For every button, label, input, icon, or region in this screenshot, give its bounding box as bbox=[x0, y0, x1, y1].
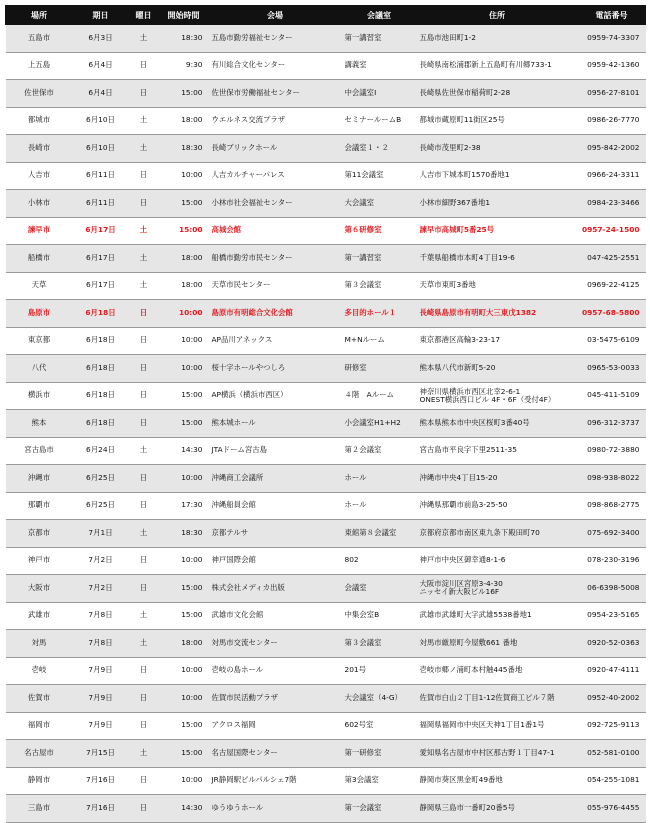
cell-date: 7月2日 bbox=[73, 575, 129, 603]
cell-address: 静岡市葵区黒金町49番地 bbox=[417, 767, 578, 795]
cell-date: 6月18日 bbox=[73, 355, 129, 383]
cell-venue: 小林市社会福祉センター bbox=[209, 190, 342, 218]
cell-date: 7月16日 bbox=[73, 795, 129, 823]
cell-venue: 島原市有明総合文化会館 bbox=[209, 300, 342, 328]
cell-venue: 天草市民センター bbox=[209, 272, 342, 300]
cell-room: ホール bbox=[342, 465, 417, 493]
cell-date: 6月17日 bbox=[73, 272, 129, 300]
cell-address: 都城市蔵原町11街区25号 bbox=[417, 107, 578, 135]
cell-date: 6月11日 bbox=[73, 162, 129, 190]
cell-dow: 日 bbox=[129, 410, 159, 438]
cell-time: 15:00 bbox=[159, 217, 209, 245]
cell-place: 佐世保市 bbox=[6, 80, 73, 108]
header-row bbox=[6, 6, 646, 25]
cell-venue: 桜十字ホールやつしろ bbox=[209, 355, 342, 383]
cell-place: 横浜市 bbox=[6, 382, 73, 410]
table-row bbox=[6, 602, 646, 630]
cell-address: 武雄市武雄町大字武雄5538番地1 bbox=[417, 602, 578, 630]
cell-phone: 0969-22-4125 bbox=[578, 272, 646, 300]
cell-place: 天草 bbox=[6, 272, 73, 300]
cell-time: 15:00 bbox=[159, 712, 209, 740]
table-row bbox=[6, 300, 646, 328]
cell-dow: 土 bbox=[129, 437, 159, 465]
header-address: 住所 bbox=[417, 6, 578, 25]
cell-dow: 日 bbox=[129, 657, 159, 685]
cell-date: 6月24日 bbox=[73, 437, 129, 465]
cell-phone: 047-425-2551 bbox=[578, 245, 646, 273]
cell-date: 6月17日 bbox=[73, 217, 129, 245]
cell-dow: 日 bbox=[129, 465, 159, 493]
cell-time: 18:30 bbox=[159, 135, 209, 163]
table-row bbox=[6, 272, 646, 300]
table-row bbox=[6, 712, 646, 740]
cell-room: 会議室 bbox=[342, 575, 417, 603]
cell-venue: 対馬市交流センター bbox=[209, 630, 342, 658]
cell-dow: 日 bbox=[129, 547, 159, 575]
cell-time: 10:00 bbox=[159, 327, 209, 355]
cell-place: 長崎市 bbox=[6, 135, 73, 163]
cell-room: 多目的ホール１ bbox=[342, 300, 417, 328]
cell-phone: 0986-26-7770 bbox=[578, 107, 646, 135]
table-row bbox=[6, 547, 646, 575]
table-row bbox=[6, 437, 646, 465]
cell-venue: 人吉カルチャーパレス bbox=[209, 162, 342, 190]
cell-room: 大会議室（4-G） bbox=[342, 685, 417, 713]
cell-time: 18:00 bbox=[159, 272, 209, 300]
cell-place: 五島市 bbox=[6, 25, 73, 53]
cell-dow: 日 bbox=[129, 575, 159, 603]
cell-address: 佐賀市白山２丁目1-12佐賀商工ビル７階 bbox=[417, 685, 578, 713]
cell-place: 東京都 bbox=[6, 327, 73, 355]
table-row bbox=[6, 657, 646, 685]
cell-venue: 五島市勤労福祉センター bbox=[209, 25, 342, 53]
cell-venue: 熊本城ホール bbox=[209, 410, 342, 438]
cell-venue: 有川総合文化センター bbox=[209, 52, 342, 80]
cell-place: 三島市 bbox=[6, 795, 73, 823]
cell-phone: 078-230-3196 bbox=[578, 547, 646, 575]
cell-place: 上五島 bbox=[6, 52, 73, 80]
cell-place: 人吉市 bbox=[6, 162, 73, 190]
cell-venue: 武雄市文化会館 bbox=[209, 602, 342, 630]
table-row bbox=[6, 162, 646, 190]
cell-place: 対馬 bbox=[6, 630, 73, 658]
cell-address: 人吉市下城本町1570番地1 bbox=[417, 162, 578, 190]
cell-phone: 045-411-5109 bbox=[578, 382, 646, 410]
cell-date: 6月18日 bbox=[73, 300, 129, 328]
cell-room: 第一講習室 bbox=[342, 25, 417, 53]
cell-date: 6月4日 bbox=[73, 52, 129, 80]
cell-dow: 日 bbox=[129, 767, 159, 795]
cell-place: 那覇市 bbox=[6, 492, 73, 520]
cell-phone: 0920-47-4111 bbox=[578, 657, 646, 685]
cell-address: 熊本県八代市新町5-20 bbox=[417, 355, 578, 383]
table-row bbox=[6, 245, 646, 273]
cell-room: 中会議室Ⅰ bbox=[342, 80, 417, 108]
cell-time: 18:30 bbox=[159, 25, 209, 53]
cell-time: 10:00 bbox=[159, 767, 209, 795]
cell-time: 15:00 bbox=[159, 190, 209, 218]
cell-room: 第一講習室 bbox=[342, 245, 417, 273]
header-date: 期日 bbox=[73, 6, 129, 25]
cell-room: 第２会議室 bbox=[342, 437, 417, 465]
cell-place: 宮古島市 bbox=[6, 437, 73, 465]
cell-address: 長崎県佐世保市稲荷町2-28 bbox=[417, 80, 578, 108]
cell-place: 熊本 bbox=[6, 410, 73, 438]
cell-phone: 098-938-8022 bbox=[578, 465, 646, 493]
table-row bbox=[6, 685, 646, 713]
table-row bbox=[6, 767, 646, 795]
cell-date: 6月10日 bbox=[73, 107, 129, 135]
cell-date: 7月15日 bbox=[73, 740, 129, 768]
cell-dow: 日 bbox=[129, 190, 159, 218]
cell-address: 小林市細野367番地1 bbox=[417, 190, 578, 218]
cell-venue: AP横浜（横浜市西区） bbox=[209, 382, 342, 410]
cell-venue: AP品川アネックス bbox=[209, 327, 342, 355]
cell-time: 10:00 bbox=[159, 162, 209, 190]
cell-dow: 日 bbox=[129, 162, 159, 190]
cell-room: 会議室１・２ bbox=[342, 135, 417, 163]
cell-phone: 06-6398-5008 bbox=[578, 575, 646, 603]
cell-venue: 壱岐の島ホール bbox=[209, 657, 342, 685]
cell-phone: 0965-53-0033 bbox=[578, 355, 646, 383]
cell-address: 長崎市茂里町2-38 bbox=[417, 135, 578, 163]
cell-date: 7月9日 bbox=[73, 657, 129, 685]
header-dow: 曜日 bbox=[129, 6, 159, 25]
table-row bbox=[6, 80, 646, 108]
cell-phone: 0920-52-0363 bbox=[578, 630, 646, 658]
cell-time: 10:00 bbox=[159, 465, 209, 493]
cell-time: 15:00 bbox=[159, 740, 209, 768]
cell-room: 第６研修室 bbox=[342, 217, 417, 245]
cell-time: 17:30 bbox=[159, 492, 209, 520]
cell-phone: 075-692-3400 bbox=[578, 520, 646, 548]
cell-phone: 095-842-2002 bbox=[578, 135, 646, 163]
table-row bbox=[6, 25, 646, 53]
cell-place: 壱岐 bbox=[6, 657, 73, 685]
cell-venue: 佐世保市労働福祉センター bbox=[209, 80, 342, 108]
cell-dow: 土 bbox=[129, 520, 159, 548]
table-body bbox=[6, 25, 646, 823]
cell-venue: 佐賀市民活動プラザ bbox=[209, 685, 342, 713]
cell-place: 小林市 bbox=[6, 190, 73, 218]
cell-dow: 土 bbox=[129, 740, 159, 768]
schedule-table bbox=[5, 5, 646, 823]
cell-phone: 0984-23-3466 bbox=[578, 190, 646, 218]
cell-dow: 日 bbox=[129, 492, 159, 520]
cell-date: 6月18日 bbox=[73, 327, 129, 355]
cell-date: 7月1日 bbox=[73, 520, 129, 548]
cell-address: 静岡県三島市一番町20番5号 bbox=[417, 795, 578, 823]
table-row bbox=[6, 575, 646, 603]
cell-place: 静岡市 bbox=[6, 767, 73, 795]
cell-time: 14:30 bbox=[159, 437, 209, 465]
header-room: 会議室 bbox=[342, 6, 417, 25]
cell-time: 10:00 bbox=[159, 547, 209, 575]
cell-address: 沖縄県那覇市前島3-25-50 bbox=[417, 492, 578, 520]
cell-time: 18:30 bbox=[159, 520, 209, 548]
cell-address: 神戸市中央区御幸通8-1-6 bbox=[417, 547, 578, 575]
cell-date: 7月8日 bbox=[73, 602, 129, 630]
cell-phone: 055-976-4455 bbox=[578, 795, 646, 823]
cell-address: 諫早市高城町5番25号 bbox=[417, 217, 578, 245]
cell-place: 名古屋市 bbox=[6, 740, 73, 768]
cell-address: 壱岐市郷ノ浦町本村触445番地 bbox=[417, 657, 578, 685]
cell-place: 武雄市 bbox=[6, 602, 73, 630]
cell-dow: 日 bbox=[129, 52, 159, 80]
cell-phone: 096-312-3737 bbox=[578, 410, 646, 438]
table-row bbox=[6, 107, 646, 135]
header-phone: 電話番号 bbox=[578, 6, 646, 25]
cell-date: 6月11日 bbox=[73, 190, 129, 218]
cell-venue: 神戸国際会館 bbox=[209, 547, 342, 575]
cell-time: 15:00 bbox=[159, 382, 209, 410]
cell-phone: 092-725-9113 bbox=[578, 712, 646, 740]
cell-dow: 土 bbox=[129, 135, 159, 163]
cell-phone: 0954-23-5165 bbox=[578, 602, 646, 630]
cell-dow: 日 bbox=[129, 80, 159, 108]
cell-phone: 0957-24-1500 bbox=[578, 217, 646, 245]
cell-address: 千葉県船橋市本町4丁目19-6 bbox=[417, 245, 578, 273]
cell-date: 6月18日 bbox=[73, 410, 129, 438]
cell-phone: 0959-42-1360 bbox=[578, 52, 646, 80]
cell-room: 研修室 bbox=[342, 355, 417, 383]
table-row bbox=[6, 52, 646, 80]
cell-date: 6月4日 bbox=[73, 80, 129, 108]
table-row bbox=[6, 217, 646, 245]
cell-date: 7月16日 bbox=[73, 767, 129, 795]
cell-room: 中集会室B bbox=[342, 602, 417, 630]
cell-phone: 0956-27-8101 bbox=[578, 80, 646, 108]
cell-venue: 京都テルサ bbox=[209, 520, 342, 548]
cell-room: 第３会議室 bbox=[342, 630, 417, 658]
cell-phone: 0952-40-2002 bbox=[578, 685, 646, 713]
cell-address: 長崎県南松浦郡新上五島町有川郷733-1 bbox=[417, 52, 578, 80]
cell-room: 小会議室H1+H2 bbox=[342, 410, 417, 438]
cell-room: ホール bbox=[342, 492, 417, 520]
cell-place: 都城市 bbox=[6, 107, 73, 135]
cell-phone: 0966-24-3311 bbox=[578, 162, 646, 190]
cell-address: 沖縄市中央4丁目15-20 bbox=[417, 465, 578, 493]
cell-dow: 土 bbox=[129, 602, 159, 630]
cell-dow: 日 bbox=[129, 382, 159, 410]
cell-venue: 長崎ブリックホール bbox=[209, 135, 342, 163]
cell-time: 10:00 bbox=[159, 300, 209, 328]
cell-time: 10:00 bbox=[159, 657, 209, 685]
header-venue: 会場 bbox=[209, 6, 342, 25]
header-time: 開始時間 bbox=[159, 6, 209, 25]
cell-phone: 0980-72-3880 bbox=[578, 437, 646, 465]
table-row bbox=[6, 135, 646, 163]
cell-dow: 土 bbox=[129, 25, 159, 53]
cell-venue: 株式会社メディカ出版 bbox=[209, 575, 342, 603]
cell-date: 6月25日 bbox=[73, 492, 129, 520]
cell-venue: ゆうゆうホール bbox=[209, 795, 342, 823]
cell-phone: 0957-68-5800 bbox=[578, 300, 646, 328]
cell-place: 福岡市 bbox=[6, 712, 73, 740]
cell-address: 長崎県島原市有明町大三東戊1382 bbox=[417, 300, 578, 328]
cell-venue: 船橋市勤労市民センター bbox=[209, 245, 342, 273]
cell-time: 18:00 bbox=[159, 245, 209, 273]
cell-address: 五島市池田町1-2 bbox=[417, 25, 578, 53]
cell-address: 天草市東町3番地 bbox=[417, 272, 578, 300]
cell-venue: 沖縄船員会館 bbox=[209, 492, 342, 520]
cell-place: 八代 bbox=[6, 355, 73, 383]
cell-room: 第一会議室 bbox=[342, 795, 417, 823]
cell-date: 6月18日 bbox=[73, 382, 129, 410]
cell-time: 15:00 bbox=[159, 410, 209, 438]
cell-venue: 高城会館 bbox=[209, 217, 342, 245]
cell-dow: 土 bbox=[129, 630, 159, 658]
cell-dow: 日 bbox=[129, 300, 159, 328]
cell-date: 7月9日 bbox=[73, 685, 129, 713]
cell-time: 10:00 bbox=[159, 685, 209, 713]
cell-date: 6月25日 bbox=[73, 465, 129, 493]
table-row bbox=[6, 795, 646, 823]
cell-dow: 土 bbox=[129, 245, 159, 273]
cell-time: 15:00 bbox=[159, 602, 209, 630]
cell-place: 京都市 bbox=[6, 520, 73, 548]
cell-address: 東京都港区高輪3-23-17 bbox=[417, 327, 578, 355]
cell-date: 7月9日 bbox=[73, 712, 129, 740]
cell-place: 船橋市 bbox=[6, 245, 73, 273]
cell-dow: 土 bbox=[129, 217, 159, 245]
cell-address: 宮古島市平良字下里2511-35 bbox=[417, 437, 578, 465]
cell-place: 沖縄市 bbox=[6, 465, 73, 493]
table-row bbox=[6, 410, 646, 438]
cell-time: 15:00 bbox=[159, 80, 209, 108]
table-row bbox=[6, 355, 646, 383]
cell-date: 6月17日 bbox=[73, 245, 129, 273]
cell-dow: 日 bbox=[129, 712, 159, 740]
cell-address: 京都府京都市南区東九条下殿田町70 bbox=[417, 520, 578, 548]
cell-address: 熊本県熊本市中央区桜町3番40号 bbox=[417, 410, 578, 438]
cell-room: 第3会議室 bbox=[342, 767, 417, 795]
header-place: 場所 bbox=[6, 6, 73, 25]
cell-place: 諫早市 bbox=[6, 217, 73, 245]
cell-place: 大阪市 bbox=[6, 575, 73, 603]
cell-phone: 054-255-1081 bbox=[578, 767, 646, 795]
cell-dow: 日 bbox=[129, 355, 159, 383]
cell-phone: 052-581-0100 bbox=[578, 740, 646, 768]
table-row bbox=[6, 520, 646, 548]
cell-venue: 沖縄商工会議所 bbox=[209, 465, 342, 493]
cell-date: 7月8日 bbox=[73, 630, 129, 658]
cell-room: 802 bbox=[342, 547, 417, 575]
cell-place: 島原市 bbox=[6, 300, 73, 328]
cell-room: 講義室 bbox=[342, 52, 417, 80]
cell-venue: アクロス福岡 bbox=[209, 712, 342, 740]
cell-room: 第３会議室 bbox=[342, 272, 417, 300]
cell-time: 9:30 bbox=[159, 52, 209, 80]
cell-venue: JTAドーム宮古島 bbox=[209, 437, 342, 465]
cell-room: 201号 bbox=[342, 657, 417, 685]
cell-place: 佐賀市 bbox=[6, 685, 73, 713]
cell-venue: ウエルネス交流プラザ bbox=[209, 107, 342, 135]
cell-phone: 03-5475-6109 bbox=[578, 327, 646, 355]
cell-address: 対馬市厳原町今屋敷661 番地 bbox=[417, 630, 578, 658]
cell-room: セミナールームB bbox=[342, 107, 417, 135]
cell-venue: JR静岡駅ビルパルシェ7階 bbox=[209, 767, 342, 795]
cell-time: 18:00 bbox=[159, 107, 209, 135]
cell-phone: 0959-74-3307 bbox=[578, 25, 646, 53]
cell-room: 602号室 bbox=[342, 712, 417, 740]
cell-address: 神奈川県横浜市西区北幸2-6-1 ONEST横浜西口ビル 4F・6F（受付4F） bbox=[417, 382, 578, 410]
cell-dow: 土 bbox=[129, 272, 159, 300]
cell-time: 15:00 bbox=[159, 575, 209, 603]
table-row bbox=[6, 630, 646, 658]
schedule-table-wrapper bbox=[5, 5, 645, 823]
cell-address: 福岡県福岡市中央区天神1丁目1番1号 bbox=[417, 712, 578, 740]
table-row bbox=[6, 492, 646, 520]
cell-room: M+Nルーム bbox=[342, 327, 417, 355]
cell-room: ４階 Aルーム bbox=[342, 382, 417, 410]
cell-time: 18:00 bbox=[159, 630, 209, 658]
cell-address: 大阪市淀川区宮原3-4-30 ニッセイ新大阪ビル16F bbox=[417, 575, 578, 603]
cell-room: 第11会議室 bbox=[342, 162, 417, 190]
table-row bbox=[6, 465, 646, 493]
cell-date: 7月2日 bbox=[73, 547, 129, 575]
cell-dow: 日 bbox=[129, 795, 159, 823]
cell-dow: 土 bbox=[129, 107, 159, 135]
cell-venue: 名古屋国際センター bbox=[209, 740, 342, 768]
cell-room: 第一研修室 bbox=[342, 740, 417, 768]
cell-dow: 日 bbox=[129, 327, 159, 355]
cell-phone: 098-868-2775 bbox=[578, 492, 646, 520]
cell-date: 6月3日 bbox=[73, 25, 129, 53]
cell-room: 東館第８会議室 bbox=[342, 520, 417, 548]
table-row bbox=[6, 382, 646, 410]
table-row bbox=[6, 740, 646, 768]
cell-place: 神戸市 bbox=[6, 547, 73, 575]
cell-date: 6月10日 bbox=[73, 135, 129, 163]
cell-time: 14:30 bbox=[159, 795, 209, 823]
cell-dow: 日 bbox=[129, 685, 159, 713]
table-row bbox=[6, 327, 646, 355]
cell-time: 10:00 bbox=[159, 355, 209, 383]
table-row bbox=[6, 190, 646, 218]
cell-address: 愛知県名古屋市中村区那古野１丁目47-1 bbox=[417, 740, 578, 768]
cell-room: 大会議室 bbox=[342, 190, 417, 218]
